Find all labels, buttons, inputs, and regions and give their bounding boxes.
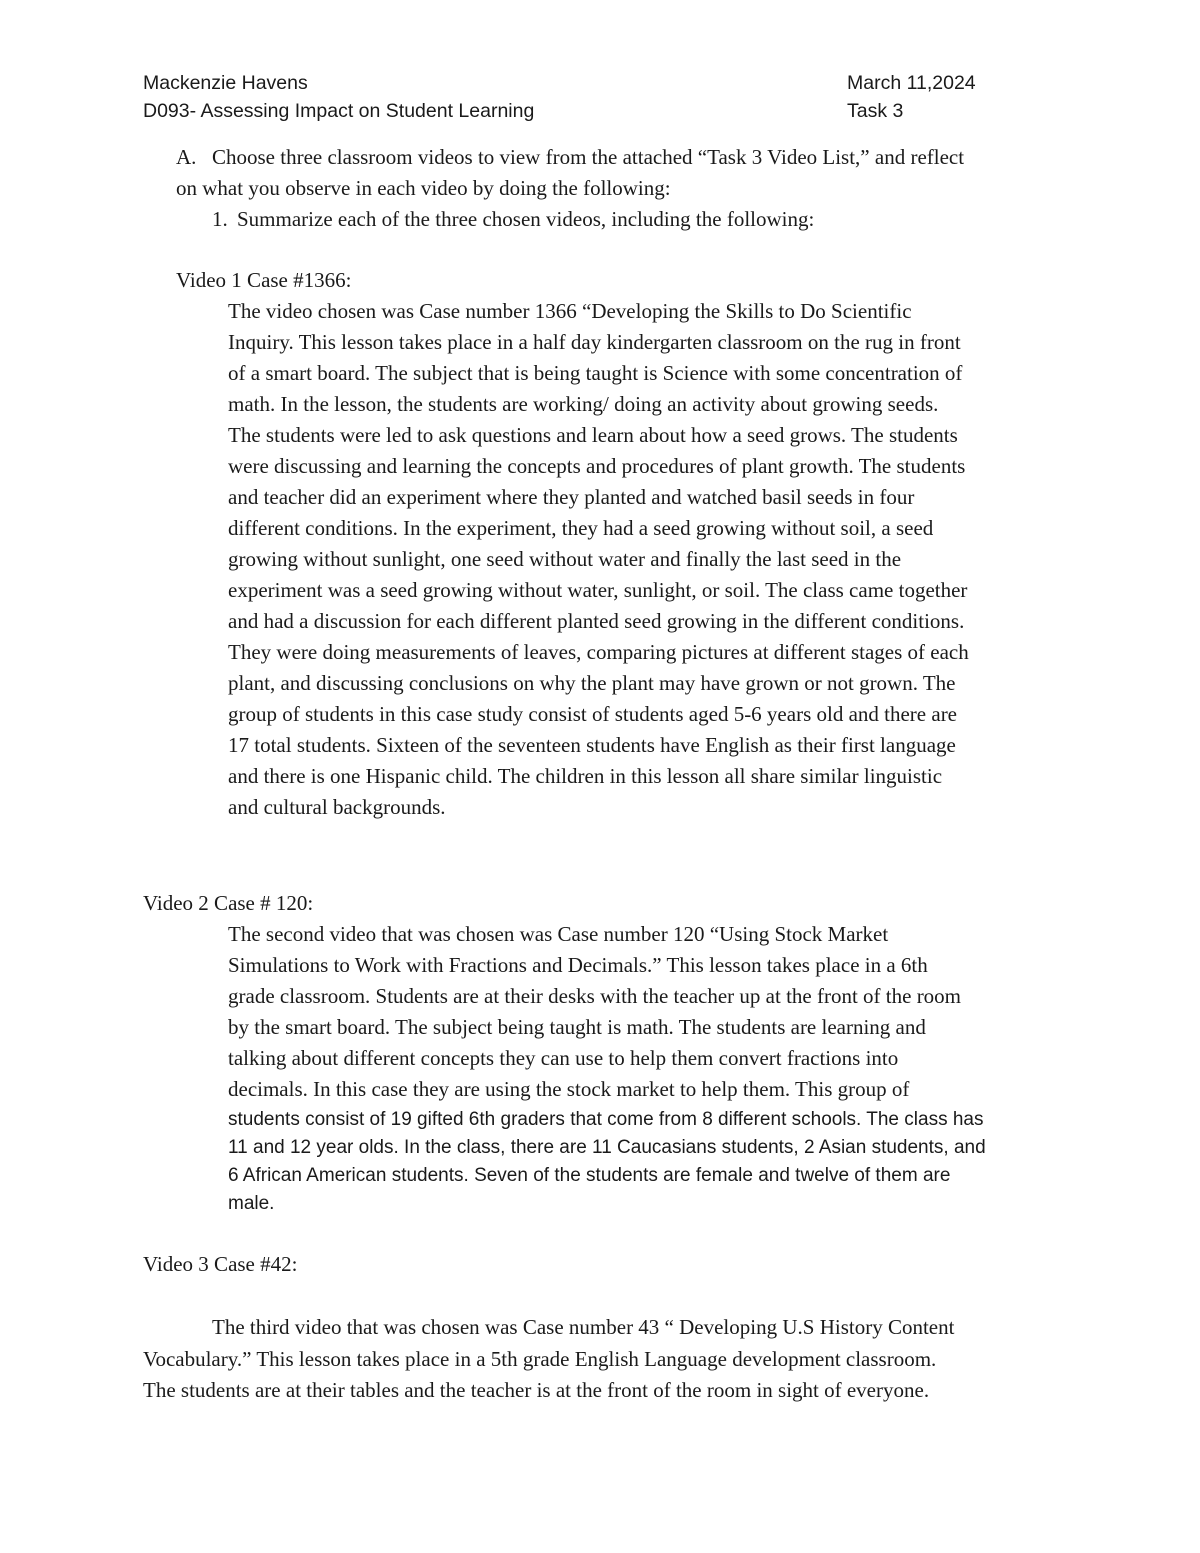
- v1-line: The students were led to ask questions and learn about how a seed grows. The students: [228, 423, 958, 447]
- v2s-line: male.: [228, 1193, 275, 1214]
- prompt-a-marker: A.: [176, 145, 197, 169]
- v2-line: Simulations to Work with Fractions and Decimals.” This lesson takes place in a 6th: [228, 953, 928, 977]
- video-3-heading: Video 3 Case #42:: [143, 1252, 298, 1276]
- prompt-item-1-text: Summarize each of the three chosen videos, including the following:: [237, 207, 815, 231]
- v1-line: and there is one Hispanic child. The children in this lesson all share similar linguistic: [228, 764, 943, 788]
- v1-line: were discussing and learning the concepts and procedures of plant growth. The students: [228, 454, 966, 478]
- video-1-heading: Video 1 Case #1366:: [176, 268, 352, 292]
- v1-line: Inquiry. This lesson takes place in a half day kindergarten classroom on the rug in front: [228, 330, 961, 354]
- v1-line: The video chosen was Case number 1366 “Developing the Skills to Do Scientific: [228, 299, 912, 323]
- v2-line: talking about different concepts they can use to help them convert fractions into: [228, 1046, 899, 1070]
- prompt-a-line-1: Choose three classroom videos to view from the attached “Task 3 Video List,” and reflect: [212, 145, 965, 169]
- v1-line: experiment was a seed growing without water, sunlight, or soil. The class came together: [228, 578, 968, 602]
- v2-line: The second video that was chosen was Case number 120 “Using Stock Market: [228, 922, 889, 946]
- v2-line: by the smart board. The subject being taught is math. The students are learning and: [228, 1015, 926, 1039]
- video-3-line-2: Vocabulary.” This lesson takes place in a 5th grade English Language development classroom.: [143, 1347, 937, 1371]
- v2-line: decimals. In this case they are using the stock market to help them. This group of: [228, 1077, 910, 1101]
- v1-line: They were doing measurements of leaves, comparing pictures at different stages of each: [228, 640, 969, 664]
- v2s-line: 11 and 12 year olds. In the class, there are 11 Caucasians students, 2 Asian students, and: [228, 1137, 986, 1158]
- prompt-item-1-marker: 1.: [212, 207, 228, 231]
- video-3-line-3: The students are at their tables and the teacher is at the front of the room in sight of everyone.: [143, 1378, 930, 1402]
- author-name: Mackenzie Havens: [143, 72, 308, 94]
- v1-line: 17 total students. Sixteen of the seventeen students have English as their first language: [228, 733, 956, 757]
- course-title: D093- Assessing Impact on Student Learning: [143, 100, 535, 122]
- prompt-a-line-2: on what you observe in each video by doing the following:: [176, 176, 671, 200]
- task-label: Task 3: [847, 100, 904, 122]
- date: March 11,2024: [847, 72, 976, 94]
- v1-line: plant, and discussing conclusions on why the plant may have grown or not grown. The: [228, 671, 956, 695]
- v1-line: group of students in this case study consist of students aged 5-6 years old and there are: [228, 702, 958, 726]
- v2s-line: 6 African American students. Seven of the students are female and twelve of them are: [228, 1165, 951, 1186]
- v1-line: of a smart board. The subject that is being taught is Science with some concentration of: [228, 361, 963, 385]
- v1-line: math. In the lesson, the students are working/ doing an activity about growing seeds.: [228, 392, 939, 416]
- v2-line: grade classroom. Students are at their desks with the teacher up at the front of the room: [228, 984, 962, 1008]
- v1-line: and had a discussion for each different planted seed growing in the different conditions.: [228, 609, 965, 633]
- video-3-line-1: The third video that was chosen was Case number 43 “ Developing U.S History Content: [212, 1315, 955, 1339]
- v1-line: and teacher did an experiment where they planted and watched basil seeds in four: [228, 485, 915, 509]
- v1-line: different conditions. In the experiment, they had a seed growing without soil, a seed: [228, 516, 934, 540]
- v1-line: growing without sunlight, one seed without water and finally the last seed in the: [228, 547, 902, 571]
- v2s-line: students consist of 19 gifted 6th graders that come from 8 different schools. The class has: [228, 1109, 984, 1130]
- video-2-heading: Video 2 Case # 120:: [143, 891, 314, 915]
- v1-line: and cultural backgrounds.: [228, 795, 446, 819]
